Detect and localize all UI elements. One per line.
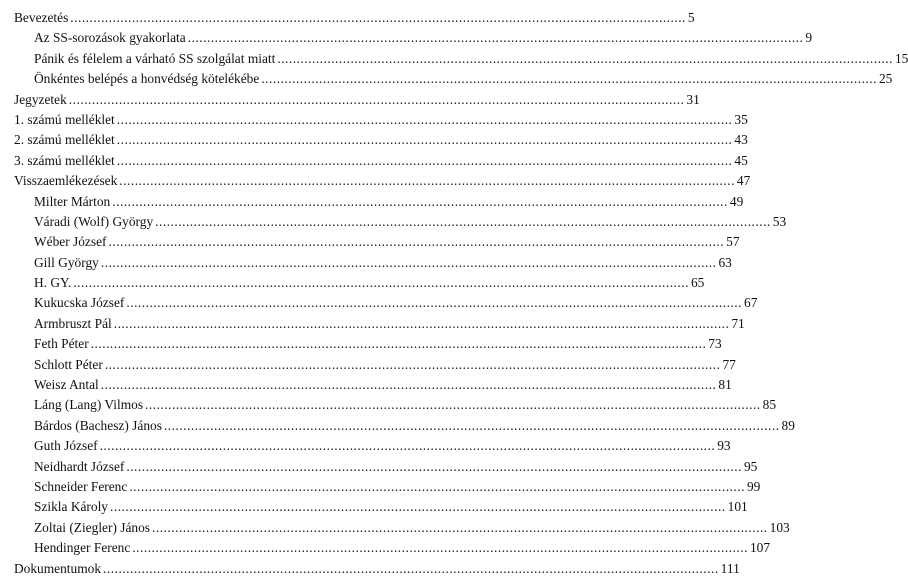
toc-entry: [14, 273, 705, 293]
toc-entry-title: 3. számú melléklet: [14, 152, 115, 168]
toc-entry-page-number: 49: [729, 193, 744, 209]
toc-dot-leader: ................................................................................................................................................................: [145, 397, 761, 413]
toc-dot-leader: ................................................................................................................................................................: [119, 173, 735, 189]
toc-entry-page-number: 103: [769, 519, 790, 535]
toc-entry-page-number: 101: [727, 499, 748, 515]
toc-dot-leader: ................................................................................................................................................................: [116, 152, 733, 168]
toc-entry: [14, 559, 740, 579]
toc-dot-leader: ................................................................................................................................................................: [152, 519, 768, 535]
toc-entry-page-number: 47: [736, 173, 751, 189]
toc-dot-leader: ................................................................................................................................................................: [155, 213, 771, 229]
toc-entry-page-number: 25: [878, 71, 893, 87]
toc-entry-title: Weisz Antal: [34, 377, 99, 393]
toc-entry-title: Szikla Károly: [34, 499, 109, 515]
toc-entry-title: Visszaemlékezések: [14, 173, 118, 189]
toc-dot-leader: ................................................................................................................................................................: [187, 30, 804, 46]
toc-dot-leader: ................................................................................................................................................................: [163, 417, 780, 433]
toc-entry-page-number: 45: [734, 152, 748, 168]
toc-entry: [14, 192, 744, 212]
toc-entry: [14, 28, 813, 48]
toc-entry-title: Pánik és félelem a várható SS szolgálat miatt: [34, 50, 276, 66]
toc-entry: [14, 518, 790, 538]
toc-entry: [14, 151, 748, 171]
toc-entry-page-number: 57: [726, 234, 740, 250]
toc-dot-leader: ................................................................................................................................................................: [126, 295, 742, 311]
toc-dot-leader: ................................................................................................................................................................: [112, 193, 728, 209]
toc-dot-leader: ................................................................................................................................................................: [103, 560, 719, 576]
toc-entry-title: Az SS-sorozások gyakorlata: [34, 30, 186, 46]
toc-entry: [14, 314, 745, 334]
toc-entry: [14, 171, 751, 191]
toc-entry-title: Zoltai (Ziegler) János: [34, 519, 151, 535]
toc-entry: [14, 110, 748, 130]
toc-entry-page-number: 85: [762, 397, 777, 413]
toc-dot-leader: ................................................................................................................................................................: [113, 315, 730, 331]
toc-dot-leader: ................................................................................................................................................................: [100, 254, 717, 270]
toc-entry: [14, 395, 777, 415]
toc-entry: [14, 477, 761, 497]
toc-entry-page-number: 107: [749, 540, 771, 556]
toc-entry: [14, 253, 732, 273]
toc-entry: [14, 375, 732, 395]
toc-dot-leader: ................................................................................................................................................................: [99, 438, 716, 454]
toc-entry-page-number: 31: [686, 91, 700, 107]
toc-entry-page-number: 71: [731, 315, 745, 331]
toc-entry-page-number: 67: [744, 295, 758, 311]
toc-entry-title: Dokumentumok: [14, 560, 102, 576]
toc-entry-title: H. GY.: [34, 275, 72, 291]
toc-entry-title: Milter Márton: [34, 193, 111, 209]
toc-entry-page-number: 35: [734, 111, 748, 127]
toc-dot-leader: ................................................................................................................................................................: [100, 377, 717, 393]
toc-entry: [14, 232, 740, 252]
toc-entry-title: Schneider Ferenc: [34, 478, 128, 494]
toc-dot-leader: ................................................................................................................................................................: [129, 478, 745, 494]
toc-entry-title: Váradi (Wolf) György: [34, 213, 154, 229]
toc-entry-page-number: 43: [734, 132, 748, 148]
toc-entry-title: Wéber József: [34, 234, 107, 250]
toc-entry: [14, 8, 695, 28]
toc-entry-page-number: 9: [805, 30, 813, 46]
toc-dot-leader: ................................................................................................................................................................: [68, 91, 685, 107]
toc-entry-title: Jegyzetek: [14, 91, 67, 107]
table-of-contents: [14, 8, 908, 579]
toc-dot-leader: ................................................................................................................................................................: [73, 275, 689, 291]
toc-dot-leader: ................................................................................................................................................................: [70, 10, 686, 25]
toc-entry-title: Hendinger Ferenc: [34, 540, 131, 556]
toc-entry-title: Neidhardt József: [34, 458, 125, 474]
toc-entry-title: Schlott Péter: [34, 356, 103, 372]
toc-entry: [14, 69, 893, 89]
toc-entry: [14, 416, 795, 436]
toc-dot-leader: ................................................................................................................................................................: [90, 336, 707, 352]
toc-entry-page-number: 15: [894, 50, 908, 66]
toc-entry-title: Önkéntes belépés a honvédség kötelékébe: [34, 71, 260, 87]
toc-entry-title: Armbruszt Pál: [34, 315, 112, 331]
toc-dot-leader: ................................................................................................................................................................: [261, 71, 877, 87]
toc-entry: [14, 457, 758, 477]
toc-dot-leader: ................................................................................................................................................................: [116, 132, 733, 148]
toc-entry-page-number: 111: [720, 560, 740, 576]
toc-entry-page-number: 65: [690, 275, 705, 291]
toc-dot-leader: ................................................................................................................................................................: [126, 458, 742, 474]
toc-entry: [14, 436, 731, 456]
toc-entry: [14, 497, 748, 517]
toc-entry-title: 1. számú melléklet: [14, 111, 115, 127]
toc-entry-page-number: 89: [781, 417, 795, 433]
toc-dot-leader: ................................................................................................................................................................: [132, 540, 748, 556]
toc-entry: [14, 334, 722, 354]
toc-entry-page-number: 63: [718, 254, 732, 270]
toc-entry-page-number: 95: [743, 458, 758, 474]
toc-entry-title: Bárdos (Bachesz) János: [34, 417, 162, 433]
toc-entry-page-number: 81: [718, 377, 732, 393]
toc-entry-title: Bevezetés: [14, 10, 69, 25]
toc-entry: [14, 538, 771, 558]
toc-entry-page-number: 77: [722, 356, 736, 372]
toc-entry-title: Láng (Lang) Vilmos: [34, 397, 144, 413]
toc-entry-title: Gill György: [34, 254, 99, 270]
toc-entry-title: Feth Péter: [34, 336, 89, 352]
toc-entry-page-number: 53: [772, 213, 787, 229]
toc-entry-page-number: 5: [687, 10, 695, 25]
toc-entry: [14, 130, 748, 150]
toc-dot-leader: ................................................................................................................................................................: [116, 111, 733, 127]
toc-dot-leader: ................................................................................................................................................................: [108, 234, 725, 250]
toc-entry: [14, 355, 736, 375]
toc-entry: [14, 293, 758, 313]
toc-entry-page-number: 93: [717, 438, 731, 454]
toc-dot-leader: ................................................................................................................................................................: [104, 356, 721, 372]
toc-entry: [14, 49, 908, 69]
toc-entry-title: 2. számú melléklet: [14, 132, 115, 148]
toc-entry: [14, 212, 787, 232]
toc-entry-page-number: 99: [746, 478, 761, 494]
toc-entry: [14, 90, 700, 110]
toc-dot-leader: ................................................................................................................................................................: [277, 50, 893, 66]
toc-dot-leader: ................................................................................................................................................................: [110, 499, 726, 515]
toc-entry-title: Guth József: [34, 438, 98, 454]
toc-entry-page-number: 73: [708, 336, 722, 352]
toc-entry-title: Kukucska József: [34, 295, 125, 311]
